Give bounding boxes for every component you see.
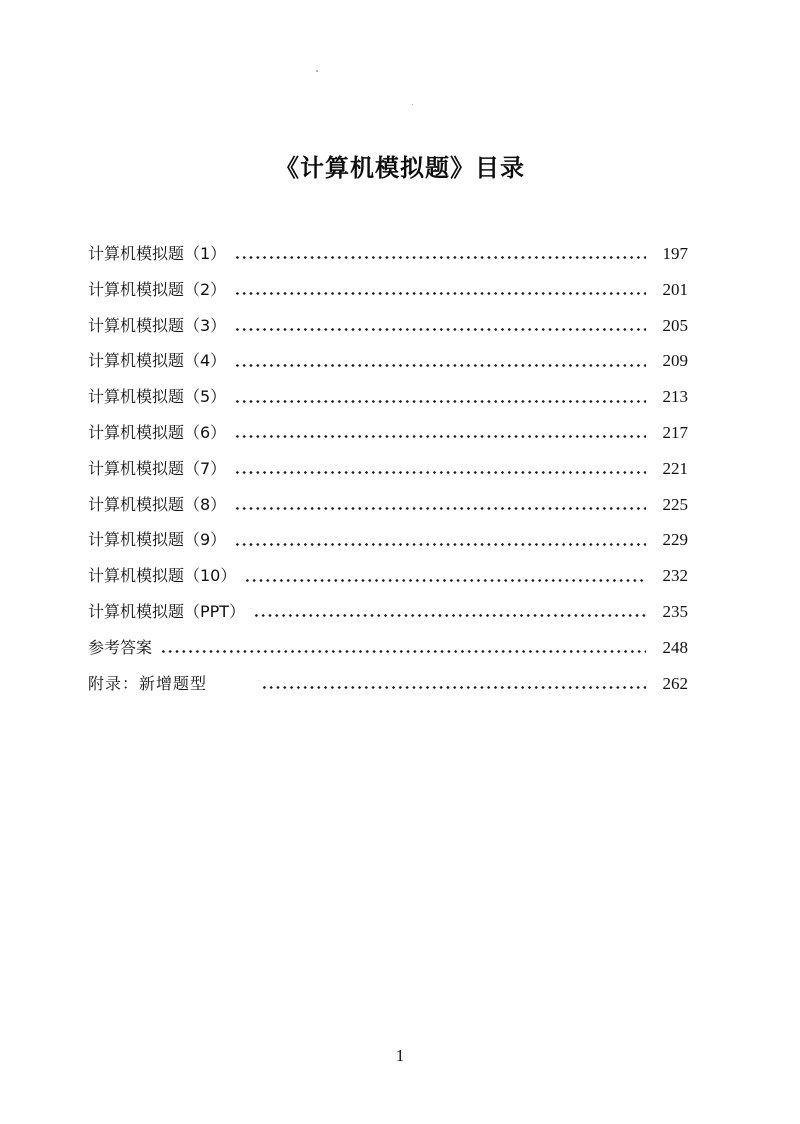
toc-entry-label: 参考答案 [88, 637, 153, 657]
toc-dot-leader [234, 256, 646, 259]
toc-entry-label: 计算机模拟题（7） [88, 458, 227, 478]
toc-entry-page: 221 [662, 458, 688, 478]
page-number: 1 [395, 1046, 405, 1065]
toc-entry[interactable] [88, 670, 688, 706]
toc-entry-page: 262 [662, 673, 688, 693]
toc-entry-page: 209 [662, 351, 688, 371]
toc-entry-label: 计算机模拟题（2） [88, 279, 227, 299]
page-title: 《计算机模拟题》目录 [275, 154, 525, 182]
toc-entry[interactable] [88, 526, 688, 562]
toc-entry-label: 附录：新增题型 [88, 673, 208, 693]
toc-entry[interactable] [88, 634, 688, 670]
toc-entry-label: 计算机模拟题（5） [88, 387, 227, 407]
toc-dot-leader [244, 579, 646, 582]
toc-dot-leader [160, 650, 646, 653]
toc-entry[interactable] [88, 276, 688, 312]
toc-dot-leader [234, 471, 646, 474]
toc-entry[interactable] [88, 491, 688, 527]
toc-entry[interactable] [88, 240, 688, 276]
toc-entry-label: 计算机模拟题（10） [88, 566, 237, 586]
toc-entry[interactable] [88, 347, 688, 383]
toc-entry-page: 201 [662, 279, 688, 299]
table-of-contents [88, 240, 688, 705]
toc-entry-page: 205 [662, 315, 688, 335]
toc-entry[interactable] [88, 312, 688, 348]
toc-dot-leader [234, 400, 646, 403]
toc-entry-page: 229 [662, 530, 688, 550]
toc-entry-label: 计算机模拟题（9） [88, 530, 227, 550]
toc-dot-leader [234, 292, 646, 295]
toc-entry[interactable] [88, 562, 688, 598]
toc-entry-label: 计算机模拟题（1） [88, 244, 227, 263]
toc-entry-page: 225 [662, 494, 688, 514]
scan-speck [316, 70, 318, 72]
toc-dot-leader [234, 507, 646, 510]
toc-entry-page: 248 [662, 637, 688, 657]
toc-entry-page: 213 [662, 387, 688, 407]
toc-dot-leader [234, 435, 646, 438]
toc-dot-leader [234, 364, 646, 367]
toc-entry[interactable] [88, 383, 688, 419]
toc-entry-page: 197 [662, 244, 688, 263]
toc-entry-page: 232 [662, 566, 688, 586]
toc-entry-label: 计算机模拟题（3） [88, 315, 227, 335]
toc-entry-label: 计算机模拟题（PPT） [88, 601, 246, 621]
scan-speck [412, 104, 413, 105]
toc-entry-label: 计算机模拟题（4） [88, 351, 227, 371]
toc-dot-leader [234, 543, 646, 546]
toc-entry[interactable] [88, 419, 688, 455]
toc-dot-leader [261, 686, 646, 689]
toc-dot-leader [234, 328, 646, 331]
toc-entry-page: 235 [662, 601, 688, 621]
toc-entry-label: 计算机模拟题（8） [88, 494, 227, 514]
toc-dot-leader [253, 614, 646, 617]
toc-entry-label: 计算机模拟题（6） [88, 422, 227, 442]
toc-entry-page: 217 [662, 422, 688, 442]
toc-entry[interactable] [88, 455, 688, 491]
toc-entry[interactable] [88, 598, 688, 634]
